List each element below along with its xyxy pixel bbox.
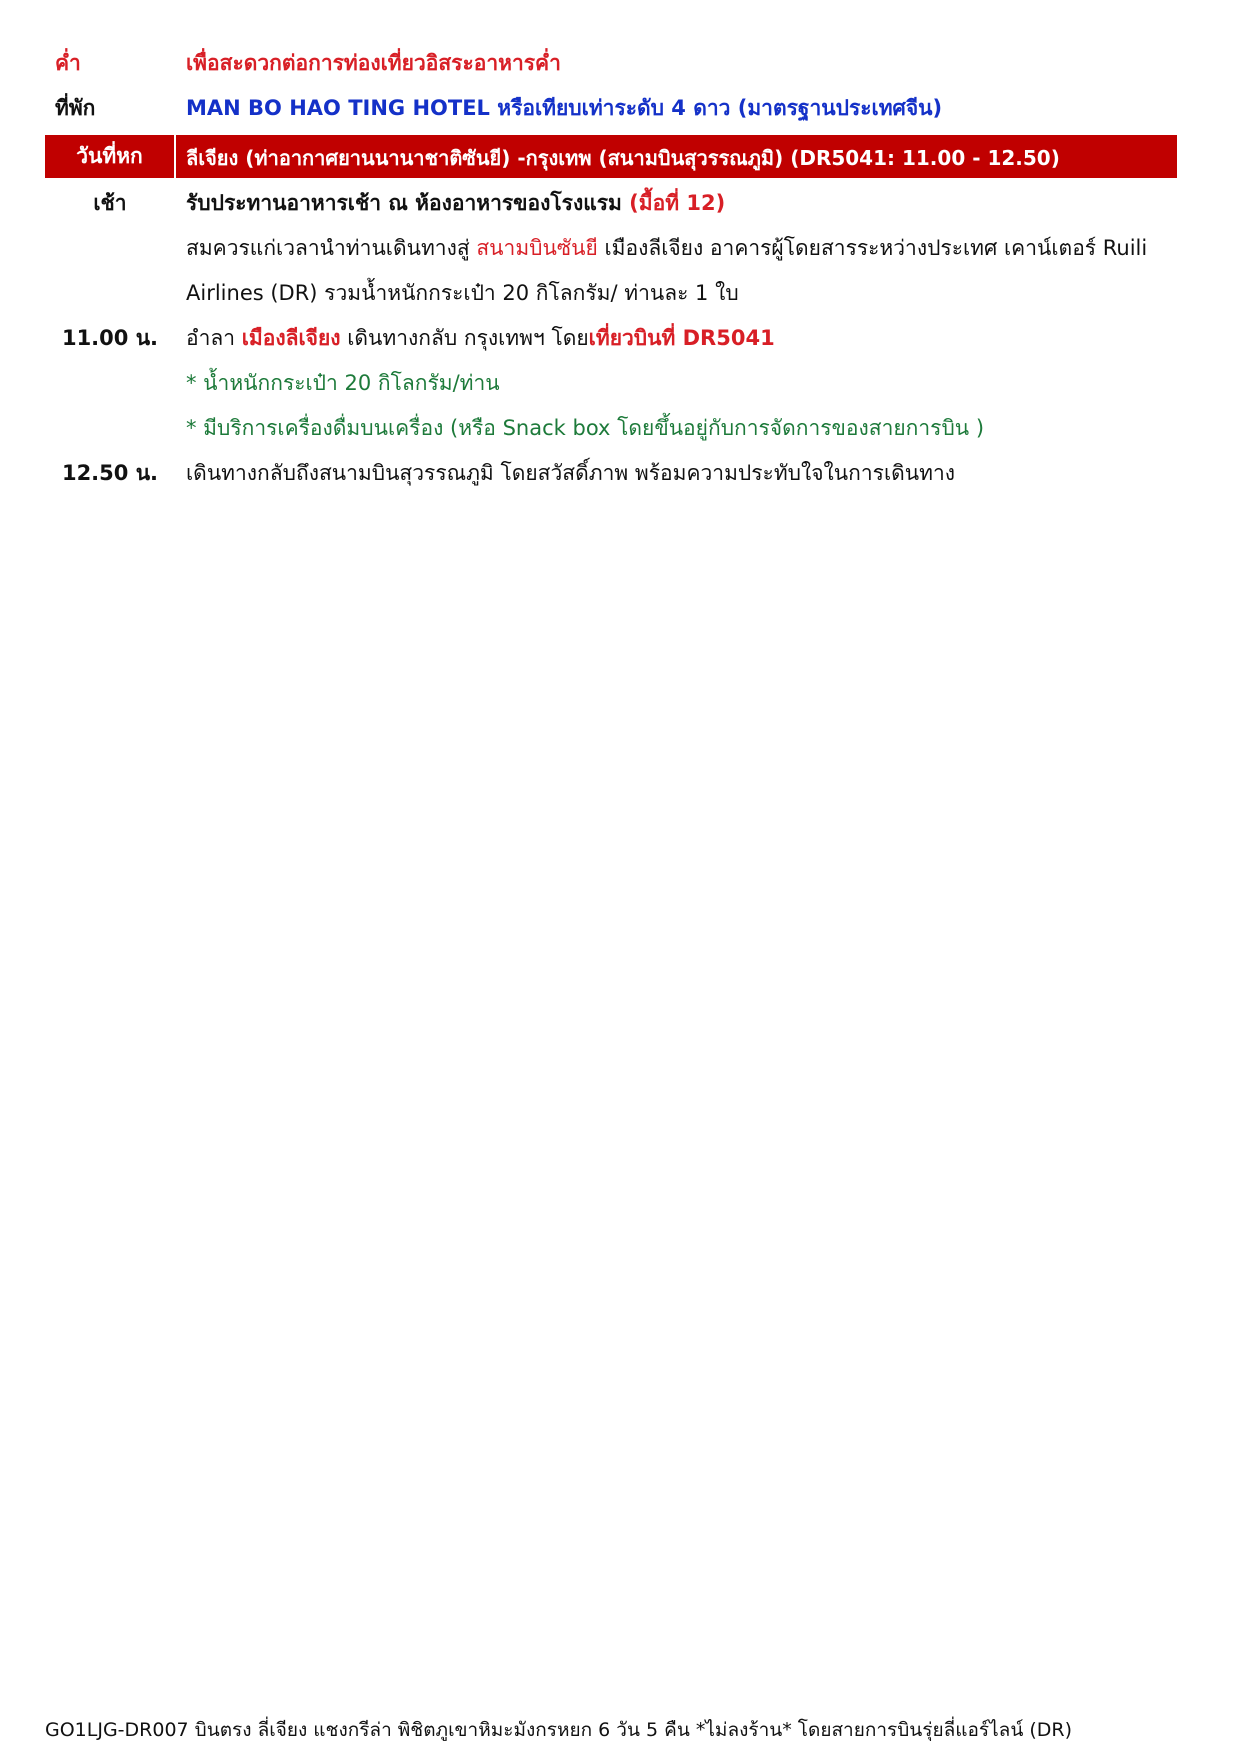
snack-note-row — [0, 405, 1241, 449]
page-footer: GO1LJG-DR007 บินตรง ลี่เจียง แชงกรีล่า พิชิตภูเขาหิมะมังกรหยก 6 วัน 5 คืน *ไม่ลงร้าน* โดยสายการบินรุ่ยลี่แอร์ไลน์ (DR) — [45, 1719, 1073, 1741]
hotel-label: ที่พัก — [55, 96, 96, 120]
banner-divider — [174, 135, 176, 178]
checkin-airport: สนามบินซันยี — [476, 236, 598, 260]
baggage-note: * น้ำหนักกระเป๋า 20 กิโลกรัม/ท่าน — [186, 371, 500, 395]
day-route: ลีเจียง (ท่าอากาศยานนานาชาติซันยี) -กรุงเทพ (สนามบินสุวรรณภูมิ) (DR5041: 11.00 - 12.50) — [186, 146, 1060, 170]
depart-time: 11.00 น. — [61, 326, 159, 350]
breakfast-row — [0, 180, 1241, 224]
snack-note: * มีบริการเครื่องดื่มบนเครื่อง (หรือ Snack box โดยขึ้นอยู่กับการจัดการของสายการบิน ) — [186, 416, 985, 440]
day-banner — [45, 135, 1177, 178]
checkin-part2: เมืองลีเจียง อาคารผู้โดยสารระหว่างประเทศ เคาน์เตอร์ Ruili — [597, 236, 1148, 260]
checkin-line2: Airlines (DR) รวมน้ำหนักกระเป๋า 20 กิโลกรัม/ ท่านละ 1 ใบ — [186, 281, 739, 305]
hotel-rating: หรือเทียบเท่าระดับ 4 ดาว (มาตรฐานประเทศจีน) — [489, 96, 943, 120]
hotel-row — [0, 85, 1241, 129]
dinner-row — [0, 40, 1241, 84]
flight-number: เที่ยวบินที่ DR5041 — [588, 326, 775, 350]
breakfast-text — [186, 187, 725, 220]
depart-text — [186, 322, 775, 355]
depart-part2: เดินทางกลับ กรุงเทพฯ โดย — [340, 326, 589, 350]
checkin-part1: สมควรแก่เวลานำท่านเดินทางสู่ — [186, 236, 477, 260]
dinner-text: เพื่อสะดวกต่อการท่องเที่ยวอิสระอาหารค่ำ — [186, 51, 561, 75]
meal-count: (มื้อที่ 12) — [629, 191, 726, 215]
breakfast-desc: รับประทานอาหารเช้า ณ ห้องอาหารของโรงแรม — [186, 191, 630, 215]
baggage-note-row — [0, 360, 1241, 404]
checkin-line1 — [186, 232, 1147, 265]
dinner-label: ค่ำ — [55, 51, 81, 75]
depart-part1: อำลา — [186, 326, 242, 350]
arrive-time: 12.50 น. — [61, 461, 159, 485]
hotel-text — [186, 92, 942, 125]
depart-row — [0, 315, 1241, 359]
hotel-name: MAN BO HAO TING HOTEL — [186, 96, 490, 120]
checkin-row-2 — [0, 270, 1241, 314]
day-label: วันที่หก — [76, 144, 143, 168]
depart-city: เมืองลีเจียง — [241, 326, 341, 350]
breakfast-label: เช้า — [93, 191, 127, 215]
checkin-row — [0, 225, 1241, 269]
arrive-row — [0, 450, 1241, 494]
arrive-text: เดินทางกลับถึงสนามบินสุวรรณภูมิ โดยสวัสดิ์ภาพ พร้อมความประทับใจในการเดินทาง — [186, 461, 956, 485]
